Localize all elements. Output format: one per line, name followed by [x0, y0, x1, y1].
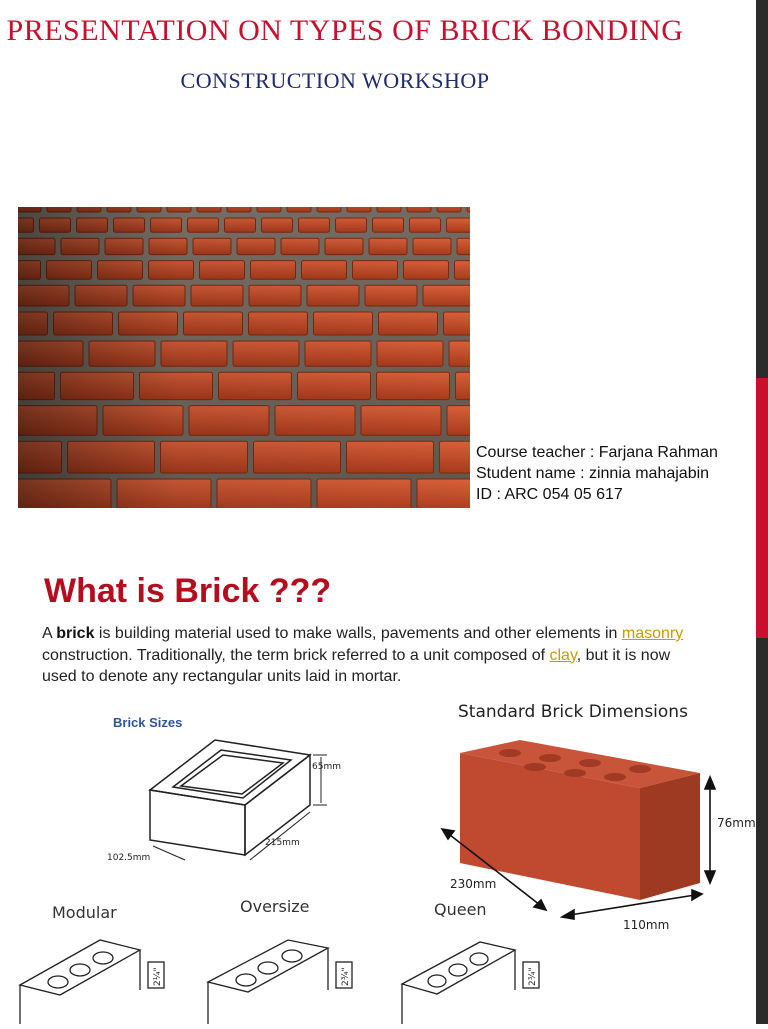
page-title: PRESENTATION ON TYPES OF BRICK BONDING	[6, 14, 684, 47]
modular-label: Modular	[52, 903, 117, 922]
queen-label: Queen	[434, 900, 487, 919]
intro-paragraph	[42, 623, 692, 688]
queen-height-label: 2¾"	[528, 967, 538, 986]
intro-text-1: A	[42, 625, 57, 642]
brick-sizes-figure	[95, 700, 375, 880]
standard-width-label: 110mm	[623, 918, 670, 932]
red-brick-icon	[460, 740, 700, 900]
intro-text-3: construction. Traditionally, the term brick referred to a unit composed of	[42, 646, 550, 664]
oversize-height-label: 2¾"	[341, 967, 351, 986]
brick-wall-photo	[18, 207, 470, 508]
intro-text-2: is building material used to make walls, pavements and other elements in	[94, 625, 622, 642]
modular-height-label: 2¼"	[153, 967, 163, 986]
intro-text-4: , but it is now used to denote any rectangular units laid in mortar.	[42, 646, 671, 685]
brick-sizes-title: Brick Sizes	[113, 715, 183, 730]
standard-brick-title: Standard Brick Dimensions	[458, 702, 688, 722]
brick-width-label: 102.5mm	[107, 853, 151, 863]
queen-brick-icon	[402, 942, 515, 1024]
student-name: Student name : zinnia mahajabin	[476, 465, 710, 482]
intro-brick-term: brick	[56, 625, 95, 642]
modular-brick-icon	[20, 940, 140, 1024]
brick-height-label: 65mm	[312, 762, 341, 772]
student-id: ID : ARC 054 05 617	[476, 486, 623, 503]
section-heading: What is Brick ???	[44, 572, 332, 610]
course-info	[476, 442, 718, 505]
oversize-label: Oversize	[240, 897, 310, 916]
sidebar-accent-bar	[756, 378, 768, 638]
brick-length-label: 215mm	[265, 838, 300, 848]
page-subtitle: CONSTRUCTION WORKSHOP	[180, 68, 490, 93]
clay-link[interactable]: clay	[549, 646, 577, 664]
brick-types-figure	[0, 890, 756, 1024]
masonry-link[interactable]: masonry	[621, 625, 684, 642]
standard-length-label: 230mm	[450, 877, 497, 891]
standard-height-label: 76mm	[717, 816, 756, 830]
course-teacher: Course teacher : Farjana Rahman	[476, 444, 718, 461]
oversize-brick-icon	[208, 940, 328, 1024]
